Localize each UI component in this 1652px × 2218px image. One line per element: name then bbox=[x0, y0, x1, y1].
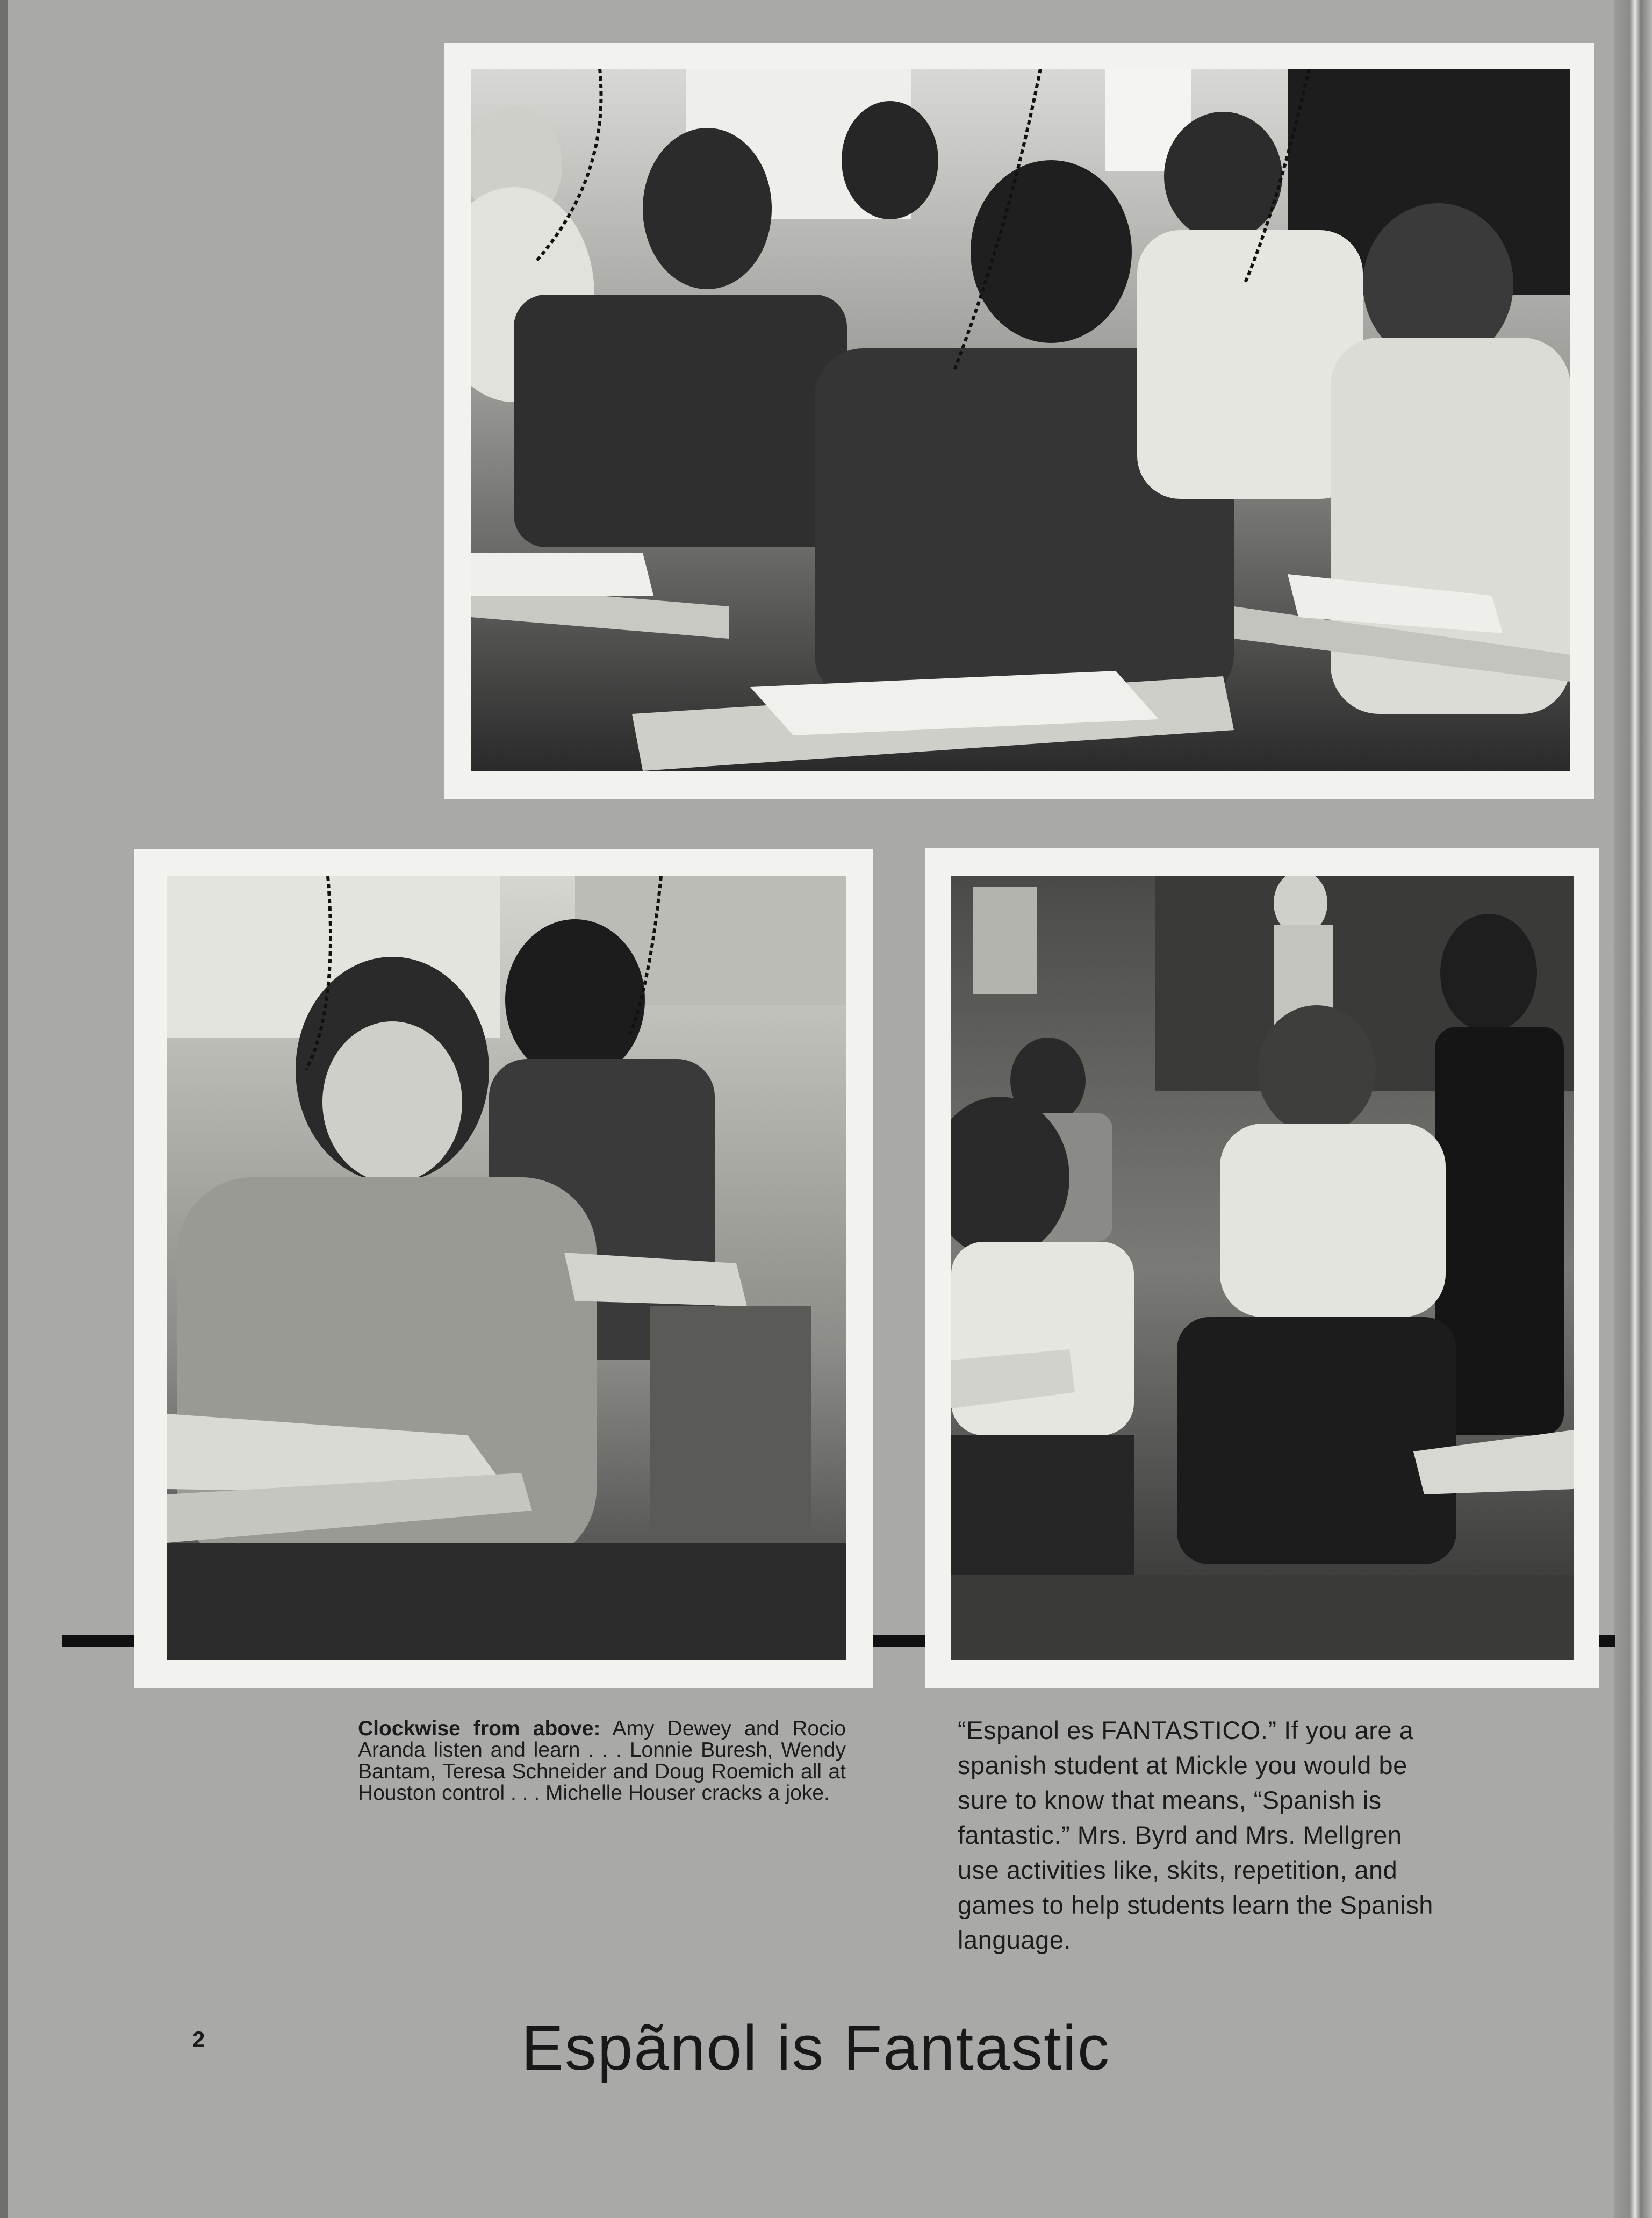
photo-language-lab bbox=[471, 69, 1570, 771]
photo-frame-top bbox=[444, 43, 1594, 799]
photo-caption bbox=[358, 1718, 846, 1804]
photo-frame-bottom-left bbox=[134, 849, 873, 1688]
page-headline: Espãnol is Fantastic bbox=[521, 2013, 1110, 2084]
horizontal-rule-left bbox=[62, 1635, 143, 1647]
horizontal-rule-right bbox=[1599, 1635, 1615, 1647]
photo-classroom-joke bbox=[951, 876, 1574, 1660]
caption-lead: Clockwise from above: bbox=[358, 1717, 601, 1740]
photo-frame-bottom-right bbox=[925, 848, 1599, 1688]
page-number: 2 bbox=[192, 2027, 205, 2052]
article-body: “Espanol es FANTASTICO.” If you are a spanish student at Mickle you would be sure to know that means, “Spanish is fantastic.” Mrs. Byrd and Mrs. Mellgren use activities like, skits, repetition, and games to help students learn the Spanish language. bbox=[958, 1716, 1433, 1954]
page-binding-edge bbox=[1614, 0, 1652, 2218]
horizontal-rule-middle bbox=[873, 1635, 926, 1647]
page-left-edge bbox=[0, 0, 8, 2218]
photo-two-students-headphones bbox=[167, 876, 846, 1660]
caption-text: Amy Dewey and Rocio Aranda listen and learn . . . Lonnie Buresh, Wendy Bantam, Teresa Schneider and Doug Roemich all at Houston control . . . Michelle Houser cracks a joke. bbox=[358, 1717, 846, 1805]
